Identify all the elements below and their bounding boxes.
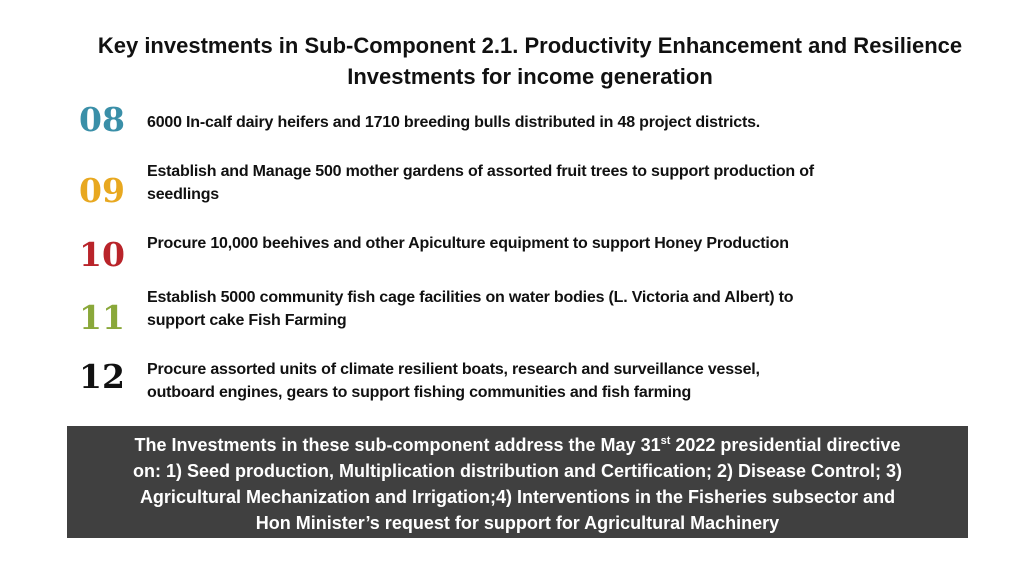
title-line-2: Investments for income generation [347,64,713,89]
item-description [147,111,937,134]
investment-item-12 [60,357,960,417]
ordinal-suffix: st [660,435,671,447]
banner-line-3: Agricultural Mechanization and Irrigation;4) Interventions in the Fisheries subsector and [139,487,896,507]
banner-line-1 [77,432,958,458]
item-description [147,232,937,255]
investment-item-10 [60,232,960,292]
item-description-line: Establish and Manage 500 mother gardens of assorted fruit trees to support production of [147,163,814,180]
directive-summary-banner [67,426,968,538]
item-number: 08 [79,100,125,139]
item-description-line: outboard engines, gears to support fishing communities and fish farming [147,384,692,401]
item-description-line: Procure assorted units of climate resilient boats, research and surveillance vessel, [147,361,760,378]
item-number: 09 [79,171,125,210]
item-number: 11 [79,298,125,337]
item-number: 10 [79,235,125,274]
item-description-line: Establish 5000 community fish cage facilities on water bodies (L. Victoria and Albert) to [147,289,794,306]
banner-line-1-text: The Investments in these sub-component address the May 31 [134,435,661,455]
investment-item-09 [60,160,960,220]
item-description-line: 6000 In-calf dairy heifers and 1710 breeding bulls distributed in 48 project districts. [147,114,761,131]
slide-title [40,30,1020,92]
item-description [147,358,937,404]
banner-line-1-end: 2022 presidential directive [670,435,901,455]
item-description [147,286,937,332]
item-description [147,160,937,206]
item-number: 12 [79,357,125,396]
banner-line-4: Hon Minister’s request for support for Agricultural Machinery [255,513,780,533]
investment-item-08 [60,98,960,158]
item-description-line: Procure 10,000 beehives and other Apiculture equipment to support Honey Production [147,235,789,252]
banner-line-2: on: 1) Seed production, Multiplication distribution and Certification; 2) Disease Control; 3) [132,461,903,481]
item-description-line: seedlings [147,186,220,203]
investment-item-11 [60,286,960,346]
item-description-line: support cake Fish Farming [147,312,347,329]
title-line-1: Key investments in Sub-Component 2.1. Productivity Enhancement and Resilience [97,33,963,58]
